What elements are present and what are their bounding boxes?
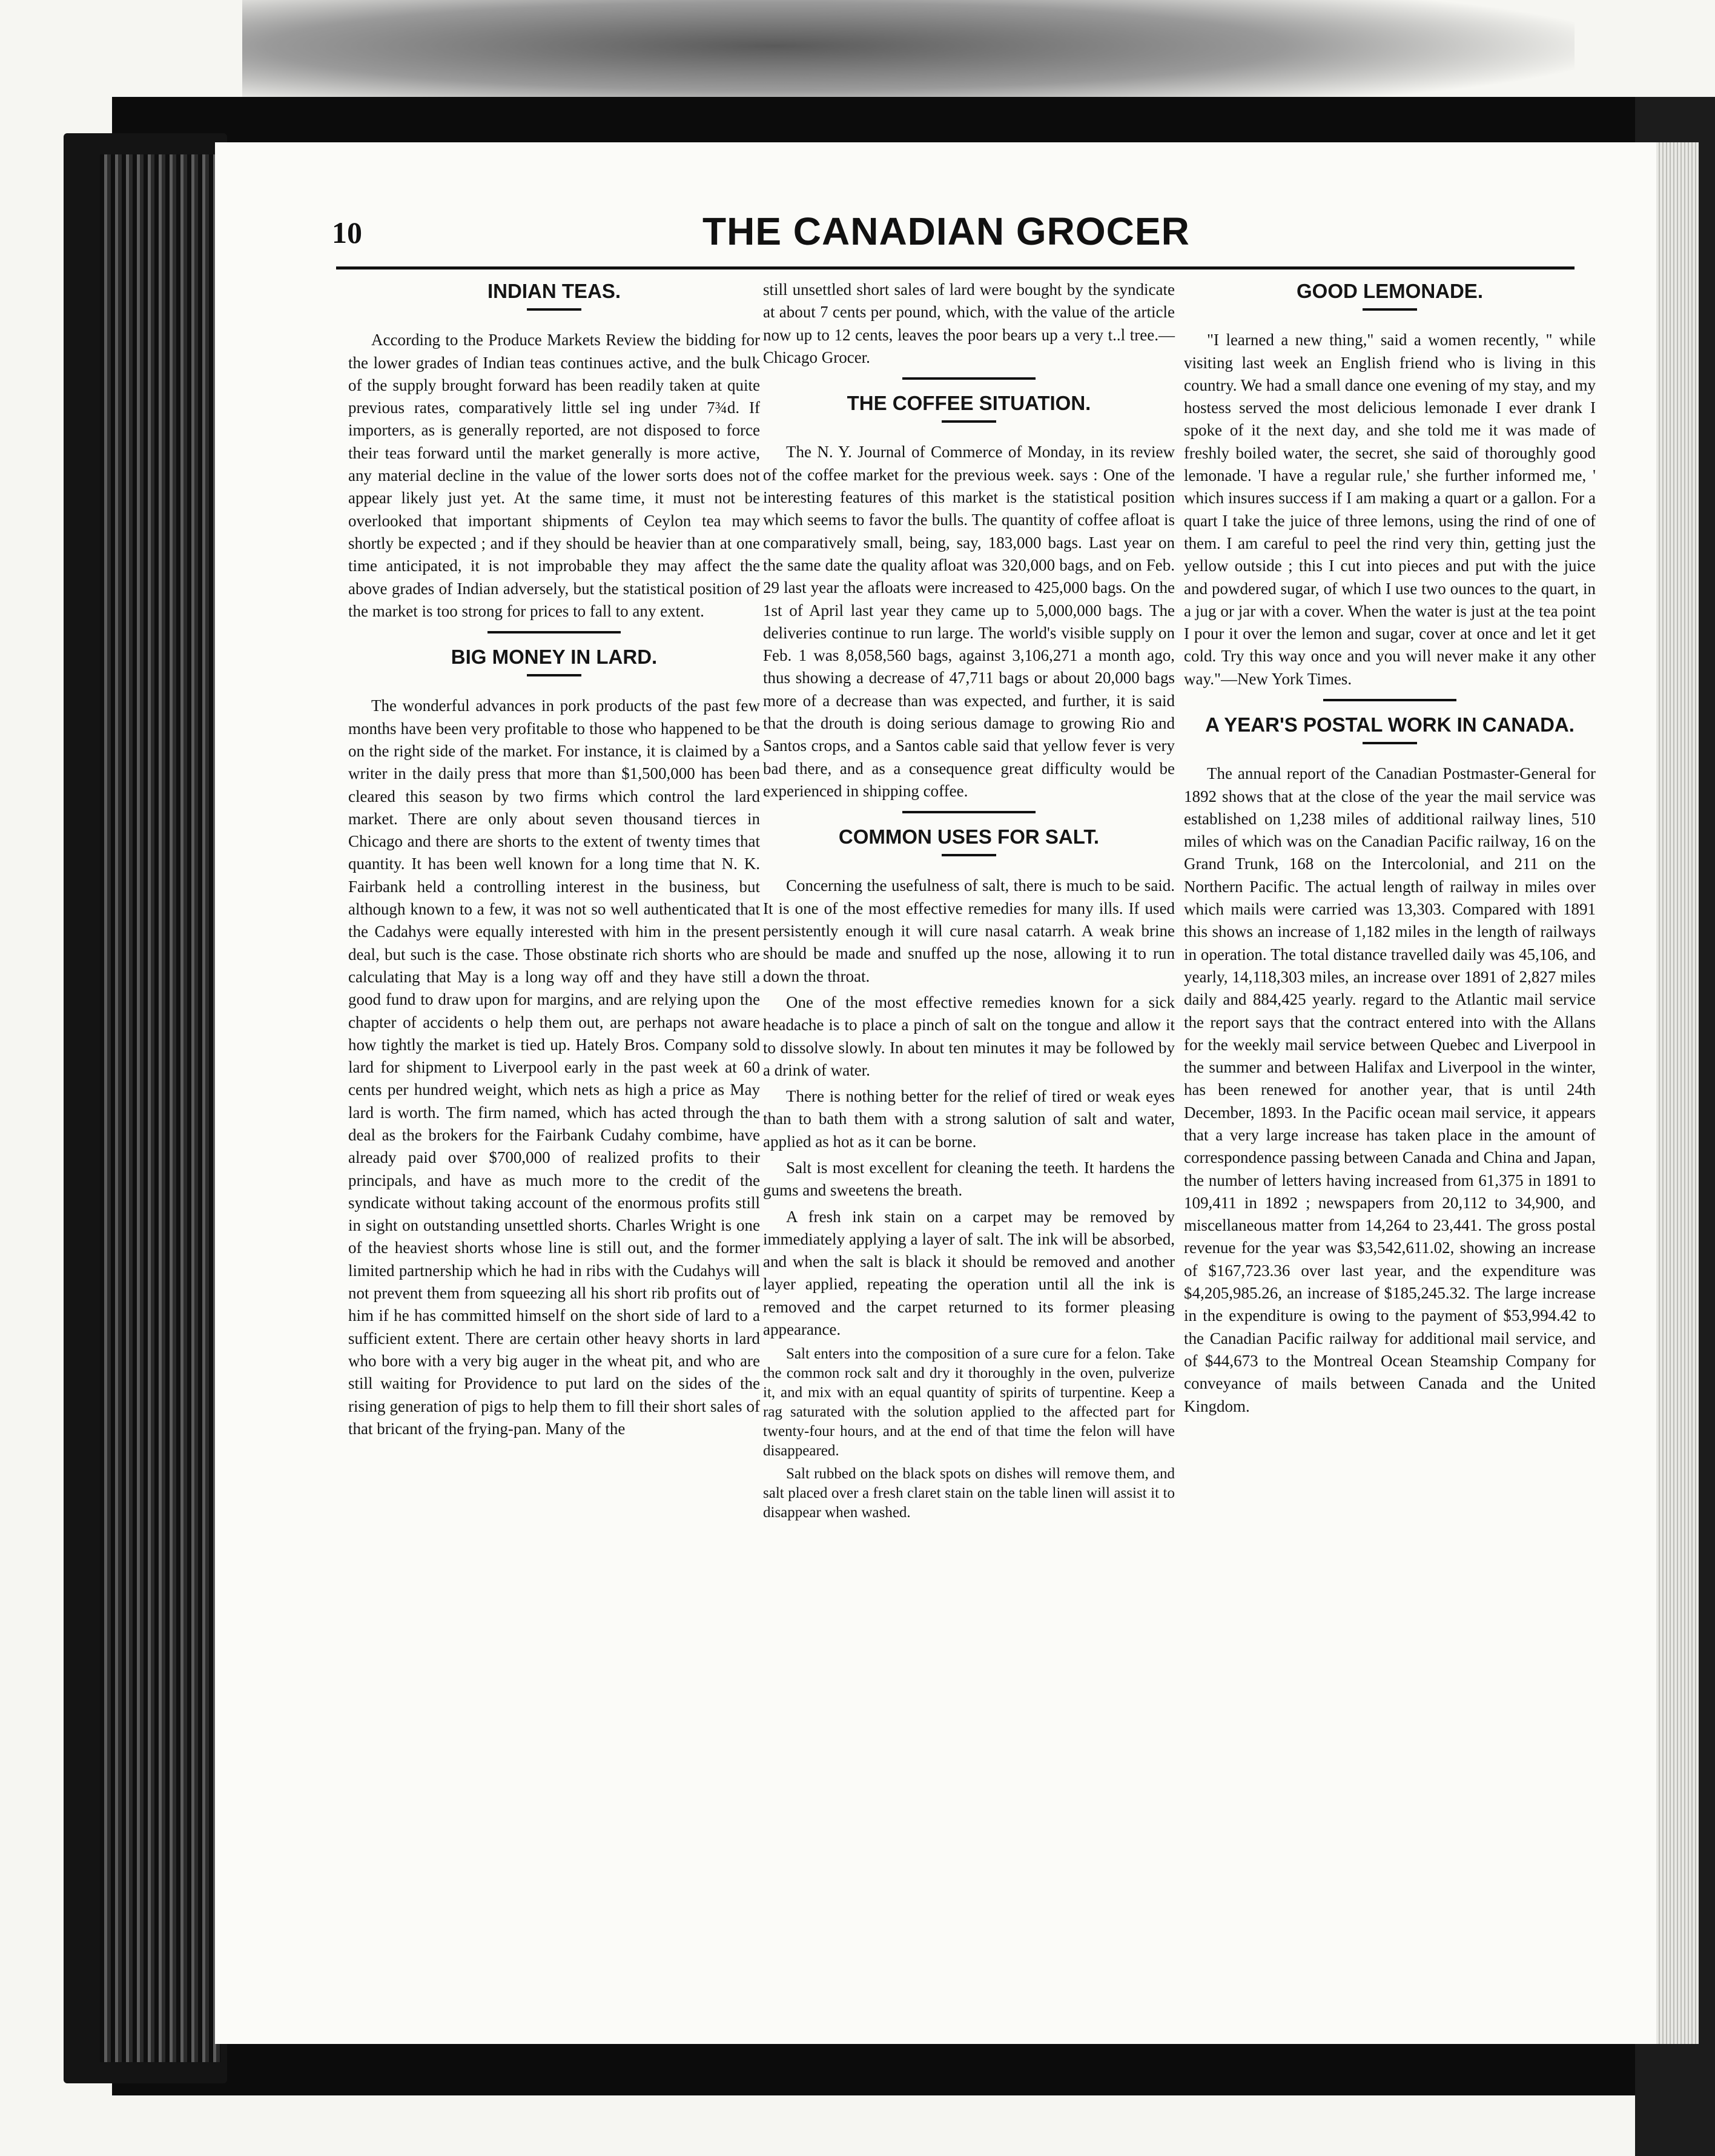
article-separator [1323, 699, 1456, 701]
postal-paragraph: The annual report of the Canadian Postmaster-General for 1892 shows that at the close of the year the mail service was established on 1,238 miles of additional railway lines, 510 miles of which was on the Canadian Pacific railway, 16 on the Grand Trunk, 168 on the Intercolonial, and 211 on the Northern Pacific. The actual length of railway in miles over which mails were carried was 13,303. Compared with 1891 this shows an increase of 1,182 miles in the length of railways in operation. The total distance travelled daily was 45,106, and yearly, 14,118,303 miles, an increase over 1891 of 2,827 miles daily and 884,425 yearly. regard to the Atlantic mail service the report says that the contract entered into with the Allans for the weekly mail service between Quebec and Liverpool in the summer and between Halifax and Liverpool in the winter, has been renewed for another year, that is until 24th December, 1893. In the Pacific ocean mail service, it appears that a very large increase has taken place in the amount of correspondence passing between Canada and China and Japan, the number of letters having increased from 61,375 in 1891 to 109,411 in 1892 ; newspapers from 20,112 to 34,900, and miscellaneous matter from 14,264 to 23,441. The gross postal revenue for the year was $3,542,611.02, showing an increase of $167,723.36 over last year, and the expenditure was $4,205,985.26, an increase of $185,245.32. The large increase in the expenditure is owing to the payment of $53,994.42 to the Canadian Pacific railway for additional mail service, and of $44,673 to the Montreal Ocean Steamship Company for conveyance of mails between Canada and the United Kingdom. [1184, 764, 1596, 1415]
title-rule [942, 420, 996, 423]
column-3 [1184, 279, 1596, 1421]
article-title-postal-work: A YEAR'S POSTAL WORK IN CANADA. [1205, 713, 1575, 736]
lard-paragraph: The wonderful advances in pork products of the past few months have been very profitable to those who happened to be on the right side of the market. For instance, it is claimed by a writer in the daily press that more than $1,500,000 has been cleared this season by two firms which control the lard market. There are only about seven thousand tierces in Chicago and there are shorts to the extent of twenty times that quantity. It has been well known for a long time that N. K. Fairbank held a controlling interest in the business, but although known to a few, it was not so well authenticated that the Cadahys were equally interested with him in the present deal, but such is the case. Those obstinate rich shorts who are calculating that May is a long way off and they have still a good fund to draw upon for margins, and are relying upon the chapter of accidents o help them out, are perhaps not aware how tightly the market is tied up. Hately Bros. Company sold lard for shipment to Liverpool early in the past week at 60 cents per hundred weight, which nets as high a price as May lard is worth. The firm named, which has acted through the deal as the brokers for the Fairbank Cudahy combime, have already paid over $700,000 of realized profits to their principals, and have as much more to the credit of the syndicate without taking account of the enormous profits still in sight on outstanding unsettled shorts. Charles Wright is one of the heaviest shorts whose line is still out, and the former limited partnership which he had in ribs with the Cudahys will not prevent them from squeezing all his short rib profits out of him if he has committed himself on the short side of lard to a sufficient extent. There are certain other heavy shorts in lard who bore with a very big auger in the wheat pit, and who are still waiting for Providence to put lard on the sides of the rising generation of pigs to help them to fill their short sales of that bricant of the frying-pan. Many of the [348, 696, 760, 1438]
article-title-indian-teas: INDIAN TEAS. [487, 280, 621, 302]
salt-paragraph: There is nothing better for the relief of tired or weak eyes than to bath them with a strong salution of salt and water, applied as hot as it can be borne. [763, 1087, 1175, 1151]
page-stack-edges [100, 154, 221, 2062]
right-page-edges [1656, 142, 1699, 2044]
salt-paragraph: One of the most effective remedies known for a sick headache is to place a pinch of salt on the tongue and allow it to dissolve slowly. In about ten minutes it may be followed by a drink of water. [763, 993, 1175, 1079]
lard-continuation: still unsettled short sales of lard were bought by the syndicate at about 7 cents per pound, which, with the value of the article now up to 12 cents, leaves the poor bears up a very t..l tree.—Chicago Grocer. [763, 280, 1175, 366]
article-separator [487, 631, 621, 633]
indian-teas-paragraph: According to the Produce Markets Review the bidding for the lower grades of Indian teas continues active, and the bulk of the supply brought forward has been readily taken at quite previous rates, comparatively little sel ing under 7¾d. If importers, as is generally reported, are not disposed to force their teas forward until the market generally is more active, any material decline in the value of the lower sorts does not appear likely just yet. At the same time, it must not be overlooked that important shipments of Ceylon tea may shortly be expected ; and if they should be heavier than at one time anticipated, it is not improbable they may affect the above grades of Indian adversely, but the statistical position of the market is too strong for prices to fall to any extent. [348, 331, 760, 620]
masthead-rule [336, 266, 1575, 270]
lemonade-paragraph: "I learned a new thing," said a women recently, " while visiting last week an English friend who is living in this country. We had a small dance one evening of my stay, and my hostess served the most delicious lemonade I ever drank I spoke of it the next day, and she told me it was made of freshly boiled water, the secret, she said of thoroughly good lemonade. 'I have a regular rule,' she further informed me, ' which insures success if I am making a quart or a gallon. For a quart I take the juice of three lemons, using the rind of one of them. I am careful to peel the rind very thin, getting just the yellow outside ; this I cut into pieces and put with the juice and powdered sugar, of which I use two ounces to the quart, in a jug or jar with a cover. When the water is just at the tea point I pour it over the lemon and sugar, cover at once and let it get cold. Try this way once and you will never make it any other way."—New York Times. [1184, 331, 1596, 688]
title-rule [527, 308, 581, 311]
article-title-big-money-in-lard: BIG MONEY IN LARD. [451, 646, 658, 669]
salt-paragraph-small: Salt enters into the composition of a sure cure for a felon. Take the common rock salt and dry it thoroughly in the oven, pulverize it, and mix with an equal quantity of spirits of turpentine. Keep a rag saturated with the solution applied to the affected part for twenty-four hours, and at the end of that time the felon will have disappeared. [763, 1346, 1175, 1460]
article-separator [902, 377, 1036, 380]
article-separator [902, 811, 1036, 813]
title-rule [1363, 308, 1417, 311]
article-title-common-uses-for-salt: COMMON USES FOR SALT. [838, 825, 1100, 848]
salt-paragraph: A fresh ink stain on a carpet may be removed by immediately applying a layer of salt. The ink will be absorbed, and when the salt is black it should be removed and another layer applied, repeating the operation until all the ink is removed and the carpet returned to its former pleasing appearance. [763, 1207, 1175, 1339]
article-title-coffee-situation: THE COFFEE SITUATION. [847, 392, 1091, 415]
salt-paragraph: Concerning the usefulness of salt, there is much to be said. It is one of the most effective remedies for many ills. If used persistently enough it will cure nasal catarrh. A weak brine should be made and snuffed up the nose, allowing it to run down the throat. [763, 876, 1175, 985]
title-rule [942, 854, 996, 856]
masthead-title: THE CANADIAN GROCER [702, 210, 1190, 253]
column-1 [348, 279, 760, 1444]
title-rule [1363, 742, 1417, 744]
title-rule [527, 674, 581, 676]
postal-text-block [1184, 762, 1596, 1418]
page-number: 10 [332, 216, 362, 250]
coffee-paragraph: The N. Y. Journal of Commerce of Monday, in its review of the coffee market for the previous week. says : One of the interesting features of this market is the statistical position which seems to favor the bulls. The quantity of coffee afloat is comparatively small, being, say, 183,000 bags. Last year on the same date the quality afloat was 320,000 bags, and on Feb. 29 last year the afloats were increased to 425,000 bags. On the 1st of April last year they came up to 5,000,000 bags. The deliveries continue to run large. The world's visible supply on Feb. 1 was 8,058,560 bags, against 3,106,271 a month ago, thus showing a decrease of 47,711 bags or about 20,000 bags more of a decrease than was expected, and further, it is said that the drouth is doing serious damage to growing Rio and Santos crops, and a Santos cable said that yellow fever is very bad there, and as a consequence great difficulty would be experienced in shipping coffee. [763, 443, 1175, 800]
salt-paragraph: Salt is most excellent for cleaning the teeth. It hardens the gums and sweetens the breath. [763, 1159, 1175, 1200]
salt-paragraph-small: Salt rubbed on the black spots on dishes will remove them, and salt placed over a fresh claret stain on the table linen will assist it to disappear when washed. [763, 1466, 1175, 1521]
article-title-good-lemonade: GOOD LEMONADE. [1296, 280, 1483, 302]
column-2 [763, 279, 1175, 1526]
